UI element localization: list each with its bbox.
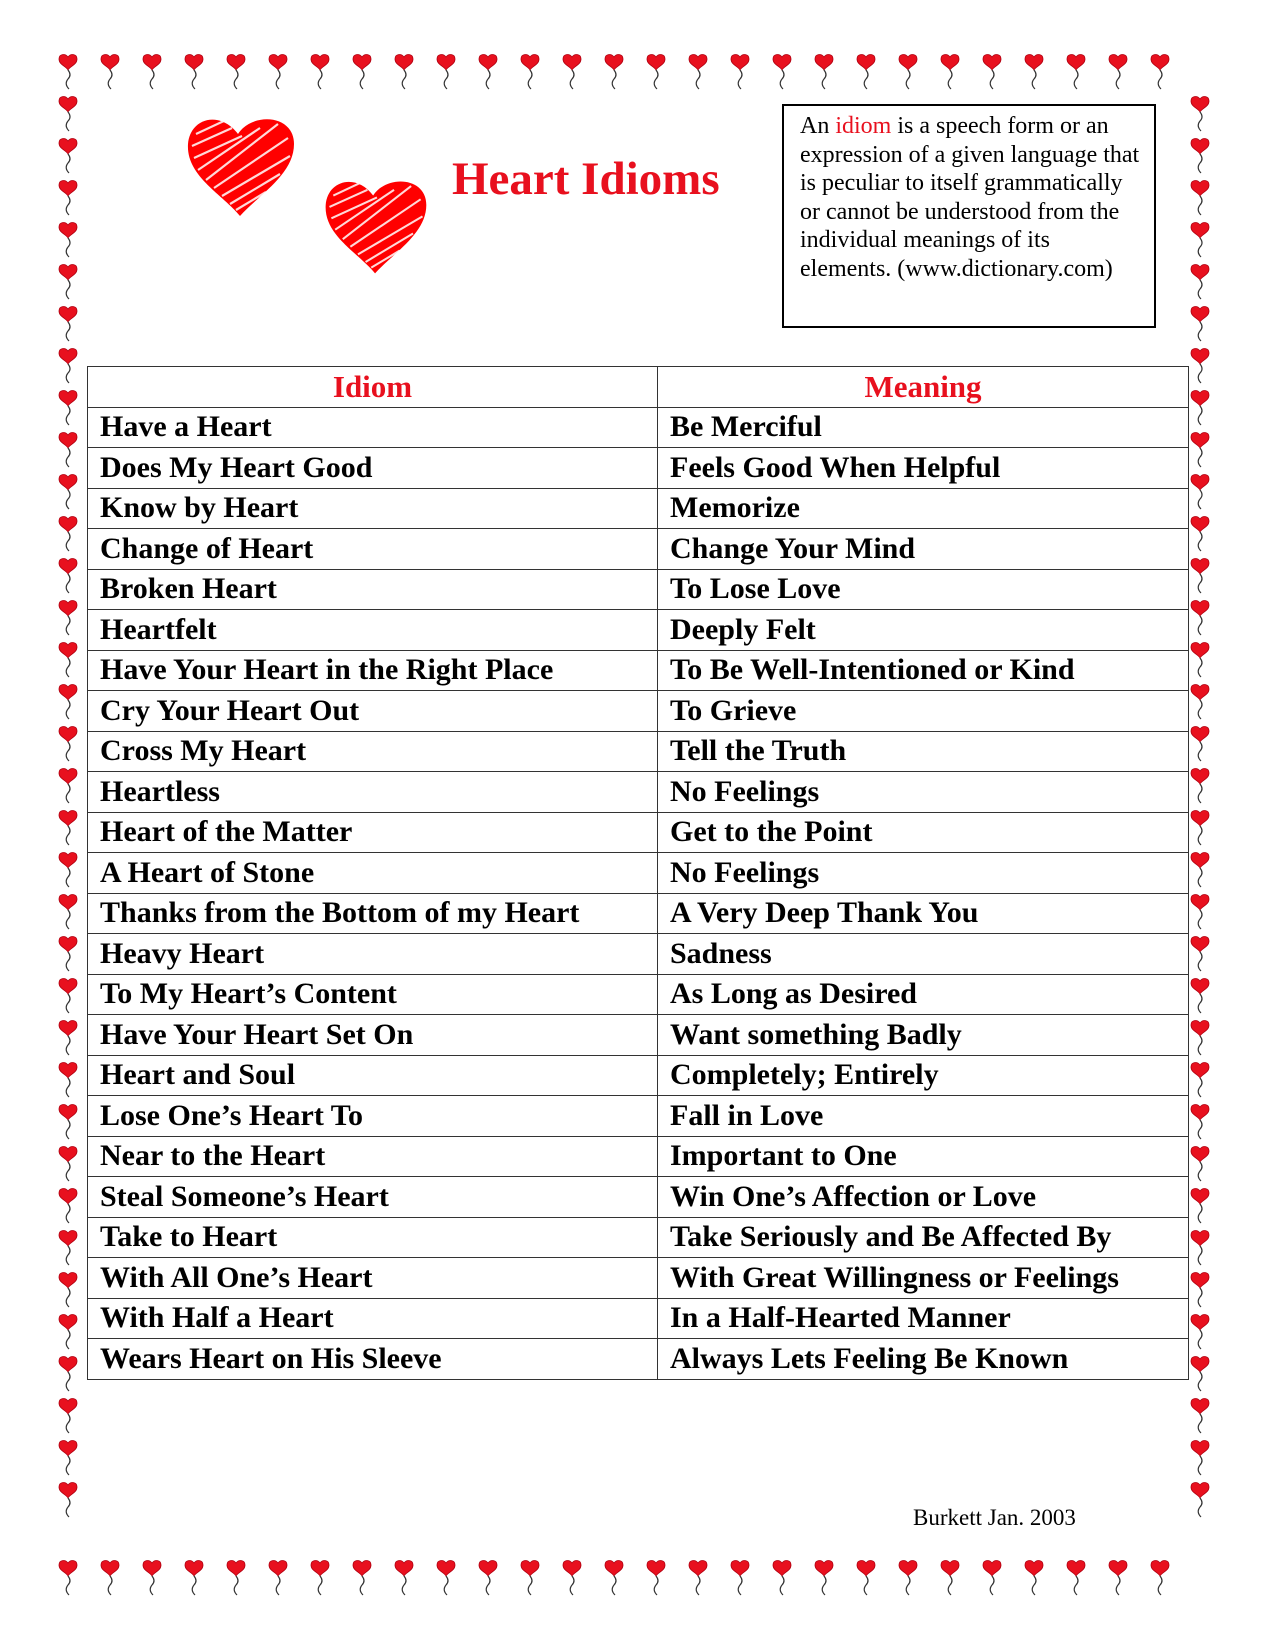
heart-balloon-icon <box>1191 475 1209 509</box>
table-row <box>88 1217 1189 1258</box>
heart-balloon-icon <box>563 1561 581 1595</box>
table-row <box>88 1298 1189 1339</box>
heart-balloon-icon <box>1191 181 1209 215</box>
heart-balloon-icon <box>59 475 77 509</box>
heart-balloon-icon <box>1109 55 1127 89</box>
heart-balloon-icon <box>227 1561 245 1595</box>
heart-balloon-icon <box>983 55 1001 89</box>
heart-balloon-icon <box>1191 1021 1209 1055</box>
heart-balloon-icon <box>1191 1315 1209 1349</box>
definition-body: is a speech form or an expression of a given language that is peculiar to itself grammatically or cannot be understood from the individual meanings of its elements. (www.dictionary.com) <box>800 113 1140 282</box>
table-row <box>88 934 1189 975</box>
idiom-cell: Broken Heart <box>88 569 658 610</box>
heart-balloon-icon <box>143 55 161 89</box>
heart-balloon-icon <box>101 1561 119 1595</box>
heart-balloon-icon <box>353 1561 371 1595</box>
meaning-cell: To Grieve <box>658 691 1189 732</box>
table-row <box>88 1177 1189 1218</box>
heart-balloon-icon <box>1191 1105 1209 1139</box>
idiom-cell: Change of Heart <box>88 529 658 570</box>
heart-balloon-icon <box>1191 1063 1209 1097</box>
heart-balloon-icon <box>185 1561 203 1595</box>
heart-balloon-icon <box>59 1483 77 1517</box>
heart-balloon-icon <box>1191 139 1209 173</box>
meaning-cell: Memorize <box>658 488 1189 529</box>
heart-balloon-icon <box>143 1561 161 1595</box>
heart-balloon-icon <box>563 55 581 89</box>
heart-balloon-icon <box>59 1315 77 1349</box>
heart-balloon-icon <box>59 349 77 383</box>
meaning-cell: To Lose Love <box>658 569 1189 610</box>
meaning-cell: Be Merciful <box>658 407 1189 448</box>
heart-balloon-icon <box>1191 307 1209 341</box>
heart-balloon-icon <box>353 55 371 89</box>
meaning-cell: Win One’s Affection or Love <box>658 1177 1189 1218</box>
heart-balloon-icon <box>857 1561 875 1595</box>
definition-term: idiom <box>835 113 892 139</box>
heart-balloon-icon <box>941 1561 959 1595</box>
heart-balloon-icon <box>59 1063 77 1097</box>
heart-balloon-icon <box>59 601 77 635</box>
heart-balloon-icon <box>1191 643 1209 677</box>
meaning-cell: To Be Well-Intentioned or Kind <box>658 650 1189 691</box>
table-row <box>88 731 1189 772</box>
heart-balloon-icon <box>59 97 77 131</box>
meaning-cell: With Great Willingness or Feelings <box>658 1258 1189 1299</box>
meaning-cell: Take Seriously and Be Affected By <box>658 1217 1189 1258</box>
heart-balloon-icon <box>1191 853 1209 887</box>
heart-balloon-icon <box>1191 265 1209 299</box>
heart-balloon-icon <box>59 307 77 341</box>
meaning-cell: A Very Deep Thank You <box>658 893 1189 934</box>
heart-balloon-icon <box>1109 1561 1127 1595</box>
heart-balloon-icon <box>1191 1441 1209 1475</box>
page-title: Heart Idioms <box>452 153 720 205</box>
idiom-cell: Heart and Soul <box>88 1055 658 1096</box>
table-row <box>88 448 1189 489</box>
heart-balloon-icon <box>59 559 77 593</box>
heart-balloon-icon <box>59 1561 77 1595</box>
heart-balloon-icon <box>59 1147 77 1181</box>
idiom-cell: Have Your Heart in the Right Place <box>88 650 658 691</box>
heart-balloon-icon <box>59 1105 77 1139</box>
heart-balloon-icon <box>1191 391 1209 425</box>
heart-balloon-icon <box>1151 55 1169 89</box>
heart-balloon-icon <box>59 391 77 425</box>
heart-balloon-icon <box>59 853 77 887</box>
idiom-cell: Does My Heart Good <box>88 448 658 489</box>
heart-balloon-icon <box>59 727 77 761</box>
heart-balloon-icon <box>773 55 791 89</box>
heart-balloon-icon <box>605 1561 623 1595</box>
heart-balloon-icon <box>689 1561 707 1595</box>
meaning-cell: Fall in Love <box>658 1096 1189 1137</box>
idiom-cell: A Heart of Stone <box>88 853 658 894</box>
heart-balloon-icon <box>59 55 77 89</box>
idiom-cell: Wears Heart on His Sleeve <box>88 1339 658 1380</box>
idiom-cell: Steal Someone’s Heart <box>88 1177 658 1218</box>
meaning-cell: Completely; Entirely <box>658 1055 1189 1096</box>
heart-balloon-icon <box>59 1357 77 1391</box>
idiom-cell: To My Heart’s Content <box>88 974 658 1015</box>
heart-balloon-icon <box>1067 1561 1085 1595</box>
table-row <box>88 853 1189 894</box>
definition-prefix: An <box>800 113 836 139</box>
heart-balloon-icon <box>59 139 77 173</box>
table-row <box>88 1136 1189 1177</box>
meaning-cell: Get to the Point <box>658 812 1189 853</box>
meaning-cell: As Long as Desired <box>658 974 1189 1015</box>
table-row <box>88 772 1189 813</box>
heart-balloon-icon <box>479 55 497 89</box>
heart-balloon-icon <box>311 1561 329 1595</box>
heart-balloon-icon <box>1191 1399 1209 1433</box>
heart-balloon-icon <box>1191 1147 1209 1181</box>
meaning-cell: Feels Good When Helpful <box>658 448 1189 489</box>
heart-balloon-icon <box>1191 223 1209 257</box>
heart-balloon-icon <box>1191 1189 1209 1223</box>
meaning-cell: Always Lets Feeling Be Known <box>658 1339 1189 1380</box>
heart-balloon-icon <box>941 55 959 89</box>
heart-balloon-icon <box>59 1441 77 1475</box>
heart-balloon-icon <box>731 1561 749 1595</box>
heart-balloon-icon <box>1191 685 1209 719</box>
meaning-cell: In a Half-Hearted Manner <box>658 1298 1189 1339</box>
table-row <box>88 650 1189 691</box>
heart-balloon-icon <box>647 55 665 89</box>
heart-balloon-icon <box>1191 811 1209 845</box>
heart-balloon-icon <box>521 55 539 89</box>
table-row <box>88 1055 1189 1096</box>
idiom-cell: Lose One’s Heart To <box>88 1096 658 1137</box>
heart-balloon-icon <box>1191 979 1209 1013</box>
heart-balloon-icon <box>1191 601 1209 635</box>
table-row <box>88 893 1189 934</box>
heart-balloon-icon <box>899 1561 917 1595</box>
heart-balloon-icon <box>899 55 917 89</box>
heart-balloon-icon <box>59 895 77 929</box>
heart-balloon-icon <box>1067 55 1085 89</box>
meaning-cell: Want something Badly <box>658 1015 1189 1056</box>
table-row <box>88 1096 1189 1137</box>
heart-balloon-icon <box>59 979 77 1013</box>
heart-balloon-icon <box>1191 433 1209 467</box>
heart-balloon-icon <box>815 1561 833 1595</box>
idiom-cell: Near to the Heart <box>88 1136 658 1177</box>
meaning-cell: No Feelings <box>658 853 1189 894</box>
heart-balloon-icon <box>59 685 77 719</box>
heart-balloon-icon <box>395 1561 413 1595</box>
heart-balloon-icon <box>731 55 749 89</box>
idiom-cell: Cross My Heart <box>88 731 658 772</box>
table-row <box>88 1258 1189 1299</box>
table-header-row <box>88 367 1189 408</box>
idiom-cell: Have Your Heart Set On <box>88 1015 658 1056</box>
table-row <box>88 812 1189 853</box>
idiom-cell: Have a Heart <box>88 407 658 448</box>
heart-balloon-icon <box>59 1231 77 1265</box>
heart-balloon-icon <box>227 55 245 89</box>
heart-balloon-icon <box>59 937 77 971</box>
heart-balloon-icon <box>59 265 77 299</box>
meaning-cell: Change Your Mind <box>658 529 1189 570</box>
heart-balloon-icon <box>59 1273 77 1307</box>
heart-balloon-icon <box>1191 1231 1209 1265</box>
table-row <box>88 1015 1189 1056</box>
heart-balloon-icon <box>1025 55 1043 89</box>
heart-balloon-icon <box>1025 1561 1043 1595</box>
heart-balloon-icon <box>605 55 623 89</box>
heart-balloon-icon <box>479 1561 497 1595</box>
heart-balloon-icon <box>815 55 833 89</box>
meaning-cell: Deeply Felt <box>658 610 1189 651</box>
heart-balloon-icon <box>59 811 77 845</box>
table-row <box>88 974 1189 1015</box>
heart-balloon-icon <box>59 769 77 803</box>
meaning-cell: Important to One <box>658 1136 1189 1177</box>
heart-balloon-icon <box>1191 769 1209 803</box>
idiom-cell: Heartless <box>88 772 658 813</box>
heart-balloon-icon <box>983 1561 1001 1595</box>
idiom-table <box>87 366 1189 1380</box>
heart-balloon-icon <box>1191 97 1209 131</box>
heart-balloon-icon <box>269 55 287 89</box>
table-row <box>88 569 1189 610</box>
heart-balloon-icon <box>395 55 413 89</box>
heart-balloon-icon <box>521 1561 539 1595</box>
heart-balloon-icon <box>1191 1483 1209 1517</box>
definition-box <box>782 104 1156 328</box>
idiom-table-container <box>87 366 1189 1380</box>
heart-balloon-icon <box>1191 727 1209 761</box>
heart-balloon-icon <box>773 1561 791 1595</box>
meaning-cell: No Feelings <box>658 772 1189 813</box>
heart-balloon-icon <box>59 223 77 257</box>
idiom-cell: With Half a Heart <box>88 1298 658 1339</box>
heart-balloon-icon <box>1191 559 1209 593</box>
idiom-cell: Know by Heart <box>88 488 658 529</box>
idiom-cell: Heart of the Matter <box>88 812 658 853</box>
heart-balloon-icon <box>1191 895 1209 929</box>
idiom-cell: Heartfelt <box>88 610 658 651</box>
heart-balloon-icon <box>59 643 77 677</box>
idiom-cell: Heavy Heart <box>88 934 658 975</box>
heart-balloon-icon <box>59 181 77 215</box>
heart-balloon-icon <box>185 55 203 89</box>
table-row <box>88 691 1189 732</box>
heart-balloon-icon <box>1151 1561 1169 1595</box>
table-row <box>88 488 1189 529</box>
heart-balloon-icon <box>59 1189 77 1223</box>
column-header-meaning: Meaning <box>658 367 1189 408</box>
idiom-cell: Take to Heart <box>88 1217 658 1258</box>
heart-balloon-icon <box>59 433 77 467</box>
author-credit: Burkett Jan. 2003 <box>913 1505 1076 1530</box>
heart-balloon-icon <box>1191 1357 1209 1391</box>
idiom-cell: With All One’s Heart <box>88 1258 658 1299</box>
heart-balloon-icon <box>59 1399 77 1433</box>
heart-balloon-icon <box>1191 937 1209 971</box>
heart-balloon-icon <box>647 1561 665 1595</box>
table-row <box>88 529 1189 570</box>
heart-balloon-icon <box>1191 517 1209 551</box>
heart-balloon-icon <box>59 1021 77 1055</box>
heart-balloon-icon <box>437 1561 455 1595</box>
heart-balloon-icon <box>857 55 875 89</box>
heart-balloon-icon <box>59 517 77 551</box>
heart-balloon-icon <box>689 55 707 89</box>
heart-balloon-icon <box>101 55 119 89</box>
table-row <box>88 610 1189 651</box>
heart-balloon-icon <box>269 1561 287 1595</box>
scribble-heart-icon <box>320 168 432 280</box>
heart-balloon-icon <box>437 55 455 89</box>
heart-balloon-icon <box>311 55 329 89</box>
column-header-idiom: Idiom <box>88 367 658 408</box>
heart-balloon-icon <box>1191 349 1209 383</box>
scribble-heart-icon <box>182 108 300 220</box>
idiom-cell: Thanks from the Bottom of my Heart <box>88 893 658 934</box>
heart-balloon-icon <box>1191 1273 1209 1307</box>
table-row <box>88 407 1189 448</box>
meaning-cell: Tell the Truth <box>658 731 1189 772</box>
table-row <box>88 1339 1189 1380</box>
idiom-cell: Cry Your Heart Out <box>88 691 658 732</box>
meaning-cell: Sadness <box>658 934 1189 975</box>
